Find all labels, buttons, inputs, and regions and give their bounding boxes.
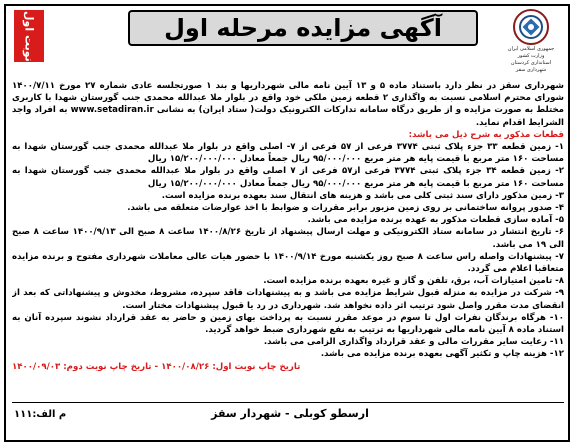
list-item: ۷- پیشنهادات واصله راس ساعت ۸ صبح روز یکشنبه مورخ ۱۴۰۰/۹/۱۴ با حضور هیات عالی معاملات شهرداری مفتوح و برنده مزایده متعاقبا اعلام می گردد. xyxy=(12,251,564,275)
list-item: ۱۰- هرگاه برندگان نفرات اول تا سوم در موعد مقرر نسبت به پرداخت بهای زمین و حاضر به عقد قرارداد نشوند سپرده آنان به استناد ماده ۸ آیین نامه مالی شهرداریها به ترتیب به نفع شهرداری ضبط خواهد گردید. xyxy=(12,312,564,336)
page-title: آگهی مزایده مرحله اول xyxy=(164,14,442,42)
emblem-icon xyxy=(512,8,550,46)
list-item: ۶- تاریخ انتشار در سامانه ستاد الکترونیکی و مهلت ارسال پیشنهاد از تاریخ ۱۴۰۰/۸/۲۶ ساعت ۸ صبح الی ۱۴۰۰/۹/۱۳ ساعت ۸ صبح الی ۱۹ می باشد. xyxy=(12,227,564,250)
mayor-signature: ارسطو کوبلی - شهردار سقز xyxy=(211,407,369,420)
list-item: ۳- زمین مذکور دارای سند ثبتی کلی می باشد و هزینه های انتقال سند بعهده برنده مزایده است. xyxy=(161,190,564,201)
list-item: ۱- زمین قطعه ۳۳ جزء پلاک ثبتی ۳۷۷۴ فرعی از ۵۷ فرعی از ۷- اصلی واقع در بلوار ملا عبدالله محمدی جنب گورستان شهدا به مساحت ۱۶۰ متر مربع با قیمت پایه هر متر مربع ۹۵/۰۰۰/۰۰۰ ریال جمعاً معادل ۱۵/۲۰۰/۰۰۰/۰۰۰ ریال xyxy=(12,142,564,165)
section-heading: قطعات مذکور به شرح ذیل می باشد: xyxy=(408,129,564,140)
title-banner xyxy=(128,10,478,46)
print-dates: تاریخ چاپ نوبت اول: ۱۴۰۰/۰۸/۲۶ - تاریخ چاپ نوبت دوم: ۱۴۰۰/۰۹/۰۳ xyxy=(12,361,301,372)
list-item: ۲- زمین قطعه ۳۴ جزء پلاک ثبتی ۳۷۷۴ فرعی از۵۷ فرعی از ۷ اصلی واقع در بلوار ملا عبدالله محمدی جنب گورستان شهدا به مساحت ۱۶۰ متر مربع با قیمت پایه هر متر مربع ۹۵/۰۰۰/۰۰۰ ریال جمعاً معادل ۱۵/۲۰۰/۰۰۰/۰۰۰ ریال xyxy=(12,166,564,189)
municipality-logo xyxy=(498,8,564,78)
ad-code: م الف:۱۱۱ xyxy=(14,409,67,420)
org-line: وزارت کشور xyxy=(517,53,545,59)
notice-body xyxy=(12,80,564,398)
footer-divider xyxy=(12,402,564,403)
list-item: ۱۲- هزینه چاپ و تکثیر آگهی بعهده برنده مزایده می باشد. xyxy=(320,349,564,360)
list-item: ۹- شرکت در مزایده به منزله قبول شرایط مزایده می باشد و به پیشنهادات فاقد سپرده، مشروط، مخدوش و پیشنهاداتی که بعد از انقضای مدت مقرر واصل شود ترتیب اثر داده نخواهد شد. شهرداری در رد یا قبول پیشنهادات مختار است. xyxy=(12,288,564,311)
list-item: ۴- صدور پروانه ساختمانی بر روی زمین مزبور برابر مقررات و ضوابط با اخذ عوارضات متعلقه می باشد. xyxy=(127,203,564,214)
badge-first-notice: نوبت اول xyxy=(14,10,44,62)
intro-paragraph: شهرداری سقز در نظر دارد باستناد ماده ۵ و ۱۳ آیین نامه مالی شهرداریها و بند ۱ صورتجلسه عادی شماره ۲۷ مورخ ۱۴۰۰/۷/۱۱ شورای محترم اسلامی نسبت به واگذاری ۲ قطعه زمین ملکی خود واقع در بلوار ملا عبدالله محمدی جنب گورستان شهدا با کاربری مختلط به صورت مزایده و از طریق درگاه سامانه تدارکات الکترونیک دولت( ستاد ایران) به نشانی www.setadiran.ir به افراد واجد الشرایط اقدام نماید. xyxy=(12,81,564,128)
list-item: ۱۱- رعایت سایر مقررات مالی و عقد قرارداد واگذاری الزامی می باشد. xyxy=(263,337,564,348)
list-item: ۵- آماده سازی قطعات مذکور به عهده برنده مزایده می باشد. xyxy=(307,215,564,226)
org-line: شهرداری سقز xyxy=(515,67,547,73)
org-line: استانداری کردستان xyxy=(510,60,552,66)
list-item: ۸- تامین امتیازات آب، برق، تلفن و گاز و غیره بعهده برنده مزایده است. xyxy=(263,276,564,287)
org-line: جمهوری اسلامی ایران xyxy=(507,46,555,52)
